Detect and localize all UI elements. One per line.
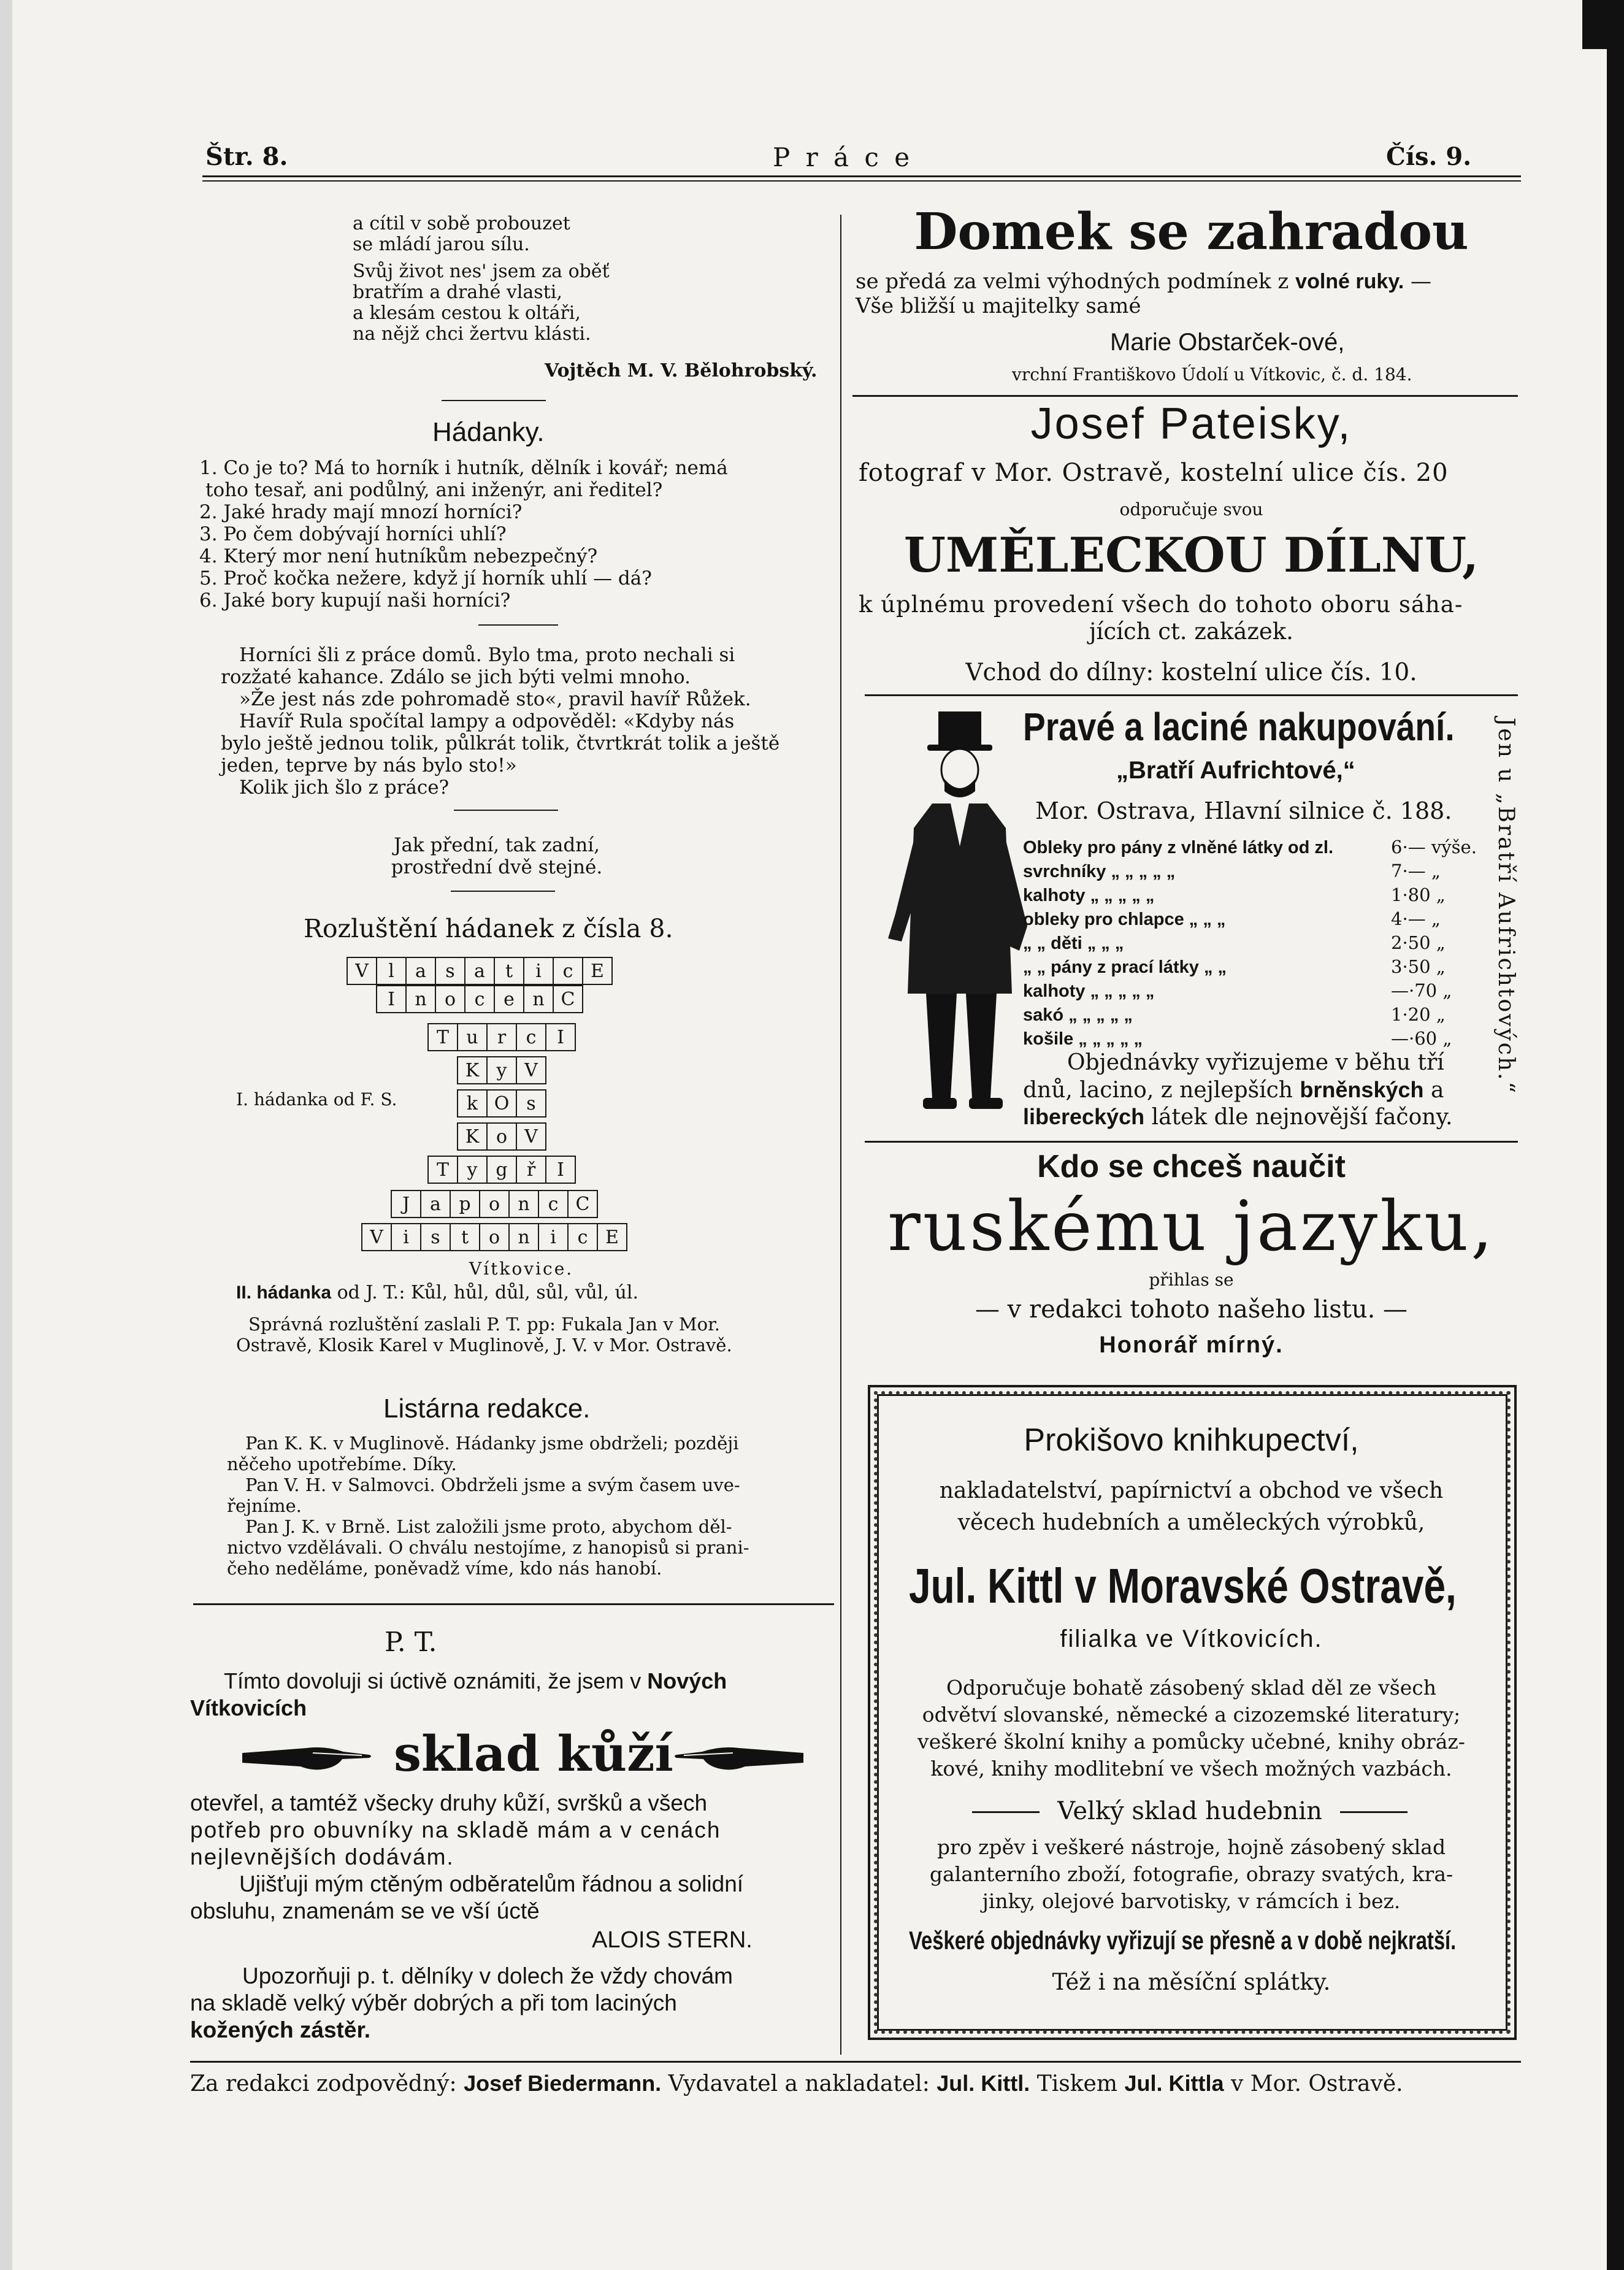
- leather-line: Ujišťuji mým ctěným odběratelům řádnou a solidní: [239, 1871, 744, 1896]
- house-owner: Marie Obstarček-ové,: [1110, 329, 1345, 356]
- leather-notice-line: Upozorňuji p. t. dělníky v dolech že vždy chovám: [242, 1963, 733, 1988]
- cw-cell: t: [450, 1224, 480, 1251]
- leather-notice-bold: kožených zástěr.: [190, 2017, 371, 2042]
- footer-name: Jul. Kittla: [1124, 2071, 1224, 2096]
- cw-cell: n: [509, 1224, 538, 1251]
- solvers-line: Správná rozluštění zaslali P. T. pp: Fukala Jan v Mor.: [248, 1314, 720, 1335]
- bookshop-body2-line: jinky, olejové barvotisky, v rámcích i bez.: [982, 1889, 1401, 1913]
- mailbox-line: něčeho upotřebíme. Díky.: [227, 1454, 457, 1474]
- bookshop-body2-line: pro zpěv i veškeré nástroje, hojně zásobený sklad: [936, 1835, 1446, 1859]
- cw-cell: C: [568, 1191, 597, 1217]
- price-row: [1023, 979, 1452, 1003]
- bookshop-line1: nakladatelství, papírnictví a obchod ve všech: [939, 1478, 1444, 1503]
- leather-headline: sklad kůží: [394, 1725, 673, 1782]
- footer-text: v Mor. Ostravě.: [1230, 2071, 1403, 2096]
- cw-cell: s: [421, 1224, 450, 1251]
- cw-cell: n: [406, 986, 435, 1013]
- leather-line: obsluhu, znamenám se ve vší úctě: [190, 1898, 540, 1923]
- price-item: Obleky pro pány z vlněné látky od zl.: [1023, 838, 1334, 857]
- riddle-item: 2. Jaké hrady mají mnozí horníci?: [199, 501, 523, 523]
- price-value: 1·80 „: [1391, 884, 1446, 905]
- riddles-heading: Hádanky.: [432, 417, 545, 447]
- bookshop-last: Též i na měsíční splátky.: [1052, 1969, 1331, 1995]
- leather-line: nejlevnějších dodávám.: [190, 1844, 454, 1869]
- section-rule: [865, 694, 1518, 696]
- house-line1: [856, 270, 1431, 293]
- crossword-row-2: [376, 985, 583, 1013]
- footer-imprint: [190, 2071, 1403, 2096]
- bookshop-music: Velký sklad hudebnin: [1057, 1797, 1322, 1825]
- russian-line1: Kdo se chceš naučit: [1037, 1149, 1346, 1184]
- price-row: [1023, 931, 1446, 955]
- issue-number: Čís. 9.: [1386, 142, 1472, 171]
- clothing-foot3: [1023, 1104, 1452, 1130]
- cw-cell: i: [524, 957, 553, 984]
- price-value: 6·— výše.: [1391, 837, 1477, 857]
- cw-cell: a: [406, 957, 435, 984]
- bookshop-title: Prokišovo knihkupectví,: [1024, 1422, 1359, 1458]
- header-rule-2: [202, 180, 1521, 182]
- divider: [451, 891, 555, 892]
- riddle-item: 1. Co je to? Má to horník i hutník, dělník i kovář; nemá: [199, 457, 728, 479]
- poem-line: a klesám cestou k oltáři,: [353, 302, 581, 324]
- house-line1-end: —: [1410, 269, 1431, 294]
- cw-cell: c: [516, 1024, 546, 1051]
- bookshop-body-line: odvětví slovanské, německé a cizozemské literatury;: [922, 1703, 1461, 1727]
- cw-cell: a: [421, 1191, 450, 1217]
- mailbox-heading: Listárna redakce.: [383, 1394, 591, 1424]
- poem-line: se mládí jarou sílu.: [353, 234, 530, 255]
- story-line: jeden, teprve by nás bylo sto!»: [221, 754, 517, 776]
- header-rule: [202, 175, 1521, 177]
- poem-line: a cítil v sobě probouzet: [353, 213, 570, 234]
- cw-cell: s: [435, 957, 465, 984]
- leather-body: [190, 1790, 743, 1925]
- cw-cell: J: [391, 1191, 421, 1217]
- footer-text: Za redakci zodpovědný:: [190, 2071, 457, 2096]
- house-line1-bold: volné ruky.: [1295, 270, 1404, 293]
- footer-name: Jul. Kittl.: [936, 2071, 1030, 2096]
- cw-cell: g: [487, 1156, 516, 1183]
- section-rule: [865, 1141, 1518, 1143]
- cw-cell: e: [494, 986, 524, 1013]
- clothing-foot2-bold: brněnských: [1300, 1077, 1424, 1102]
- bookshop-body-line: Odporučuje bohatě zásobený sklad děl ze všech: [946, 1676, 1436, 1700]
- divider: [454, 810, 558, 811]
- saying: [356, 834, 638, 878]
- footer-name: Josef Biedermann.: [464, 2071, 662, 2096]
- footer-text: Tiskem: [1036, 2071, 1117, 2096]
- price-row: [1023, 1003, 1446, 1027]
- cw-cell: K: [458, 1057, 487, 1084]
- clothing-foot2-end: a: [1430, 1078, 1444, 1103]
- newspaper-title: P r á c e: [773, 142, 914, 172]
- poem: [353, 213, 610, 351]
- russian-line4: Honorář mírný.: [1099, 1332, 1284, 1358]
- leather-signature: ALOIS STERN.: [592, 1927, 753, 1953]
- cw-cell: T: [428, 1156, 458, 1183]
- riddle-list: [199, 457, 728, 612]
- leather-pt: P. T.: [385, 1627, 437, 1658]
- clothing-foot3-text: látek dle nejnovější fačony.: [1151, 1105, 1453, 1130]
- cw-cell: o: [480, 1224, 509, 1251]
- price-item: sakó „ „ „ „ „: [1023, 1005, 1133, 1025]
- crossword-row-7: [427, 1156, 576, 1184]
- photo-line3: k úplnému provedení všech do tohoto oboru sáha-: [859, 591, 1463, 618]
- clothing-foot3-bold: libereckých: [1023, 1104, 1145, 1129]
- story-line: rozžaté kahance. Zdálo se jich býti velmi mnoho.: [221, 666, 691, 688]
- photo-line4: jících ct. zakázek.: [1089, 618, 1293, 645]
- footer-text: Vydavatel a nakladatel:: [668, 2071, 930, 2096]
- leather-place: Nových: [647, 1668, 727, 1693]
- cw-cell: V: [362, 1224, 391, 1251]
- cw-cell: E: [583, 957, 612, 984]
- leather-notice-line: na skladě velký výběr dobrých a při tom laciných: [190, 1990, 677, 2015]
- russian-line2: přihlas se: [1149, 1270, 1234, 1290]
- riddle-item: 5. Proč kočka nežere, když jí horník uhlí — dá?: [199, 567, 652, 589]
- bookshop-bold: Veškeré objednávky vyřizují se přesně a v době nejkratší.: [909, 1926, 1457, 1955]
- cw-cell: T: [428, 1024, 458, 1051]
- riddle2-text: od J. T.: Kůl, hůl, důl, sůl, vůl, úl.: [337, 1282, 638, 1303]
- cw-cell: o: [487, 1123, 516, 1150]
- cw-cell: n: [509, 1191, 538, 1217]
- clothing-headline: Pravé a laciné nakupování.: [1023, 705, 1455, 749]
- story-line: Horníci šli z práce domů. Bylo tma, proto nechali si: [239, 644, 735, 666]
- house-line2: Vše bližší u majitelky samé: [856, 294, 1141, 318]
- story-line: Havíř Rula spočítal lampy a odpověděl: «Kdyby nás: [239, 710, 735, 732]
- crossword-row-1: [347, 957, 613, 985]
- bookshop-body2-line: galanterního zboží, fotografie, obrazy svatých, kra-: [929, 1862, 1454, 1886]
- ornament-rule: [1340, 1811, 1408, 1813]
- crossword-row-3: [427, 1023, 576, 1051]
- saying-line: Jak přední, tak zadní,: [394, 834, 600, 856]
- price-value: —·60 „: [1391, 1028, 1452, 1049]
- crossword-row-8: [391, 1190, 598, 1218]
- crossword-row-4: [457, 1056, 546, 1084]
- divider: [478, 624, 558, 626]
- poem-author: Vojtěch M. V. Bělohrobský.: [545, 360, 818, 382]
- bookshop-branch: filialka ve Vítkovicích.: [1060, 1625, 1323, 1652]
- crossword-row-9: [361, 1223, 627, 1251]
- russian-headline: ruskému jazyku,: [887, 1187, 1495, 1267]
- cw-cell: V: [516, 1123, 546, 1150]
- pointing-hand-left-icon: [672, 1735, 806, 1777]
- riddle-item: 3. Po čem dobývají horníci uhlí?: [199, 523, 507, 545]
- leather-intro: [224, 1668, 727, 1694]
- story-line: »Že jest nás zde pohromadě sto«, pravil havíř Růžek.: [239, 688, 751, 710]
- cw-cell: i: [391, 1224, 421, 1251]
- cw-cell: E: [597, 1224, 627, 1251]
- riddle2-label: II. hádanka: [236, 1283, 332, 1303]
- price-item: „ „ pány z prací látky „ „: [1023, 957, 1227, 977]
- clothing-side-text: Jen u „Bratří Aufrichtových.“: [1493, 718, 1519, 1095]
- cw-cell: o: [435, 986, 465, 1013]
- price-row: [1023, 859, 1440, 883]
- clothing-foot1: Objednávky vyřizujeme v běhu tří: [1067, 1050, 1444, 1075]
- price-item: obleky pro chlapce „ „ „: [1023, 910, 1226, 929]
- riddle-story: [221, 644, 779, 799]
- price-item: svrchníky „ „ „ „ „: [1023, 862, 1176, 881]
- solvers: [236, 1314, 732, 1355]
- mailbox-line: Pan J. K. v Brně. List založili jsme proto, abychom děl-: [245, 1516, 732, 1537]
- cw-cell: c: [553, 957, 583, 984]
- bookshop-body: [871, 1674, 1512, 1782]
- cw-cell: c: [538, 1191, 568, 1217]
- cw-cell: V: [347, 957, 377, 984]
- cw-cell: K: [458, 1123, 487, 1150]
- price-row: [1023, 907, 1440, 931]
- price-value: 1·20 „: [1391, 1004, 1446, 1025]
- photo-line2: odporučuje svou: [1119, 499, 1263, 520]
- cw-cell: ř: [516, 1156, 546, 1183]
- mailbox-text: [227, 1433, 749, 1579]
- clothing-foot2-text: dnů, lacino, z nejlepších: [1023, 1078, 1293, 1103]
- bookshop-body-line: veškeré školní knihy a pomůcky učebné, knihy obráz-: [917, 1730, 1465, 1754]
- clothing-foot2: [1023, 1077, 1444, 1103]
- mailbox-line: nictvo vzdělávali. O chválu nestojíme, z hanopisů si prani-: [227, 1537, 749, 1558]
- price-item: kalhoty „ „ „ „ „: [1023, 981, 1155, 1001]
- cw-cell: c: [568, 1224, 597, 1251]
- house-line1-text: se předá za velmi výhodných podmínek z: [856, 269, 1289, 294]
- cw-cell: I: [377, 986, 406, 1013]
- leather-line: potřeb pro obuvníky na skladě mám a v cenách: [190, 1817, 721, 1842]
- riddle-item: 6. Jaké bory kupují naši horníci?: [199, 589, 511, 612]
- price-row: [1023, 835, 1477, 859]
- photo-line1: fotograf v Mor. Ostravě, kostelní ulice čís. 20: [859, 459, 1449, 487]
- story-line: bylo ještě jednou tolik, půlkrát tolik, čtvrtkrát tolik a ještě: [221, 732, 780, 754]
- photo-line5: Vchod do dílny: kostelní ulice čís. 10.: [965, 659, 1417, 686]
- riddle2-answer: [236, 1282, 638, 1303]
- scan-edge-right: [1607, 0, 1624, 2270]
- pointing-hand-right-icon: [239, 1735, 374, 1777]
- house-address: vrchní Františkovo Údolí u Vítkovic, č. d. 184.: [1012, 364, 1412, 385]
- cw-cell: y: [458, 1156, 487, 1183]
- poem-line: bratřím a drahé vlasti,: [353, 282, 562, 303]
- section-rule: [852, 395, 1518, 397]
- bookshop-body-line: kové, knihy modlitební ve všech možných vazbách.: [930, 1757, 1452, 1781]
- ornament-rule: [972, 1811, 1040, 1813]
- crossword-row-5: [457, 1089, 546, 1118]
- riddle-item: toho tesař, ani podůlný, ani inženýr, ani ředitel?: [205, 479, 663, 501]
- cw-cell: i: [538, 1224, 568, 1251]
- story-line: Kolik jich šlo z práce?: [239, 776, 450, 799]
- mailbox-line: Pan K. K. v Muglinově. Hádanky jsme obdrželi; později: [245, 1433, 739, 1454]
- price-value: 4·— „: [1391, 908, 1441, 929]
- leather-line: otevřel, a tamtéž všecky druhy kůží, svršků a všech: [190, 1790, 708, 1816]
- price-item: košile „ „ „ „ „: [1023, 1029, 1143, 1049]
- russian-line3: — v redakci tohoto našeho listu. —: [975, 1295, 1408, 1324]
- cw-cell: n: [524, 986, 553, 1013]
- divider: [442, 400, 546, 401]
- price-value: 3·50 „: [1391, 956, 1446, 977]
- mailbox-line: Pan V. H. v Salmovci. Obdrželi jsme a svým časem uve-: [245, 1474, 740, 1495]
- cw-cell: r: [487, 1024, 516, 1051]
- cw-cell: a: [465, 957, 494, 984]
- solution-heading: Rozluštění hádanek z čísla 8.: [304, 914, 673, 943]
- photo-name: Josef Pateisky,: [1030, 399, 1352, 448]
- poem-line: Svůj život nes' jsem za oběť: [353, 261, 610, 282]
- section-rule: [193, 1603, 834, 1605]
- newspaper-page: [12, 0, 1607, 2270]
- page-number: Štr. 8.: [205, 142, 288, 171]
- footer-rule: [190, 2061, 1521, 2063]
- cw-cell: I: [546, 1156, 575, 1183]
- cw-cell: p: [450, 1191, 480, 1217]
- crossword-bottom-word: Vítkovice.: [469, 1259, 574, 1279]
- cw-cell: t: [494, 957, 524, 984]
- crossword-row-6: [457, 1122, 546, 1151]
- cw-cell: V: [516, 1057, 546, 1084]
- cw-cell: u: [458, 1024, 487, 1051]
- mailbox-line: čeho neděláme, poněvadž víme, kdo nás hanobí.: [227, 1558, 662, 1579]
- cw-cell: o: [480, 1191, 509, 1217]
- bookshop-line2: věcech hudebních a uměleckých výrobků,: [957, 1510, 1425, 1535]
- cw-cell: c: [465, 986, 494, 1013]
- riddle-item: 4. Který mor není hutníkům nebezpečný?: [199, 545, 598, 567]
- price-item: kalhoty „ „ „ „ „: [1023, 886, 1155, 905]
- clothing-address: Mor. Ostrava, Hlavní silnice č. 188.: [1035, 797, 1452, 824]
- cw-cell: O: [487, 1090, 516, 1117]
- leather-intro-text: Tímto dovoluji si úctivě oznámiti, že jsem v: [224, 1668, 642, 1693]
- cw-cell: I: [546, 1024, 575, 1051]
- cw-cell: C: [553, 986, 583, 1013]
- column-divider: [840, 215, 841, 2055]
- cw-cell: s: [516, 1090, 546, 1117]
- poem-line: na nějž chci žertvu klásti.: [353, 323, 591, 345]
- leather-place-2: Vítkovicích: [190, 1695, 307, 1720]
- house-headline: Domek se zahradou: [914, 202, 1469, 261]
- bookshop-headline: Jul. Kittl v Moravské Ostravě,: [909, 1559, 1457, 1613]
- leather-notice: [190, 1963, 733, 2044]
- price-item: „ „ děti „ „ „: [1023, 934, 1124, 953]
- price-list: [1023, 835, 1477, 1051]
- price-value: 2·50 „: [1391, 932, 1446, 953]
- clothing-firm: „Bratří Aufrichtové,“: [1116, 757, 1355, 784]
- solvers-line: Ostravě, Klosik Karel v Muglinově, J. V. v Mor. Ostravě.: [236, 1335, 732, 1355]
- price-row: [1023, 1027, 1452, 1051]
- price-row: [1023, 955, 1446, 979]
- price-row: [1023, 883, 1446, 907]
- saying-line: prostřední dvě stejné.: [391, 856, 603, 878]
- bookshop-body2: [871, 1834, 1512, 1915]
- cw-cell: y: [487, 1057, 516, 1084]
- price-value: —·70 „: [1391, 980, 1452, 1001]
- price-value: 7·— „: [1391, 861, 1441, 881]
- cw-cell: k: [458, 1090, 487, 1117]
- photo-headline: UMĚLECKOU DÍLNU,: [903, 527, 1479, 583]
- cw-cell: l: [377, 957, 406, 984]
- mailbox-line: řejníme.: [227, 1495, 302, 1516]
- riddle1-label: I. hádanka od F. S.: [236, 1089, 397, 1110]
